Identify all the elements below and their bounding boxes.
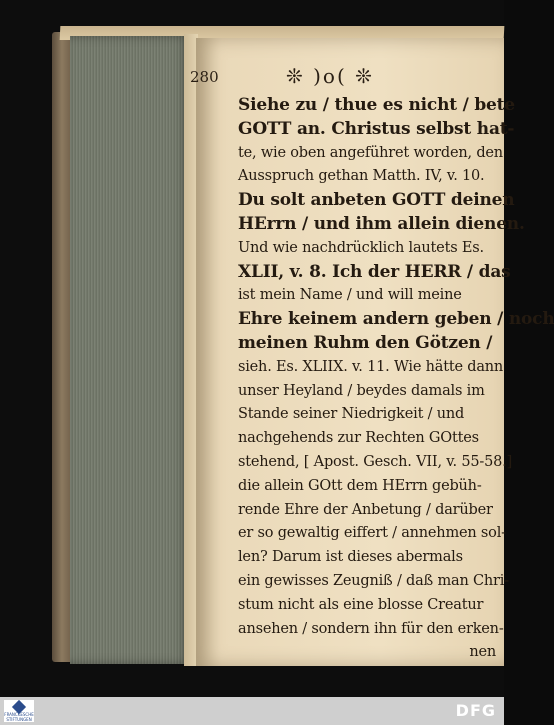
text-line: Und wie nachdrücklich lautets Es. xyxy=(238,239,484,256)
text-line: te, wie oben angeführet worden, den xyxy=(238,144,503,161)
text-line: ansehen / sondern ihn für den erken- xyxy=(238,620,504,637)
text-line: nachgehends zur Rechten GOttes xyxy=(238,430,479,447)
page-number: 280 xyxy=(190,68,219,86)
dfg-logo: DFG xyxy=(455,701,496,720)
text-line: XLII, v. 8. Ich der HERR / das xyxy=(238,261,511,282)
text-line: unser Heyland / beydes damals im xyxy=(238,382,485,399)
text-line: nen xyxy=(469,644,496,661)
text-line: er so gewaltig eiffert / annehmen sol- xyxy=(238,525,506,542)
text-line: Du solt anbeten GOTT deinen xyxy=(238,190,515,211)
library-logo xyxy=(4,700,34,722)
header-ornament: ❊ )o( ❊ xyxy=(286,64,374,88)
text-line: GOTT an. Christus selbst hat- xyxy=(238,118,515,139)
text-line: meinen Ruhm den Götzen / xyxy=(238,332,493,353)
text-line: len? Darum ist dieses abermals xyxy=(238,549,463,566)
text-line: stehend, [ Apost. Gesch. VII, v. 55-58.] xyxy=(238,453,513,470)
page-text xyxy=(238,94,554,665)
text-line: Ehre keinem andern geben / noch xyxy=(238,309,554,330)
text-line: rende Ehre der Anbetung / darüber xyxy=(238,501,493,518)
text-line: Ausspruch gethan Matth. IV, v. 10. xyxy=(238,168,485,185)
text-line: sieh. Es. XLIIX. v. 11. Wie hätte dann xyxy=(238,358,504,375)
footer-bar xyxy=(0,697,504,725)
text-line: HErrn / und ihm allein dienen. xyxy=(238,213,525,234)
text-line: Siehe zu / thue es nicht / bete xyxy=(238,95,515,115)
text-line: Stande seiner Niedrigkeit / und xyxy=(238,406,465,423)
page-stack xyxy=(70,36,190,664)
library-logo-text: FRANCKESCHE STIFTUNGEN xyxy=(4,712,34,722)
text-line: ein gewisses Zeugniß / daß man Chri- xyxy=(238,572,509,589)
text-line: ist mein Name / und will meine xyxy=(238,287,462,304)
page-header xyxy=(190,66,490,92)
text-line: stum nicht als eine blosse Creatur xyxy=(238,596,484,613)
text-line: die allein GOtt dem HErrn gebüh- xyxy=(238,477,482,494)
